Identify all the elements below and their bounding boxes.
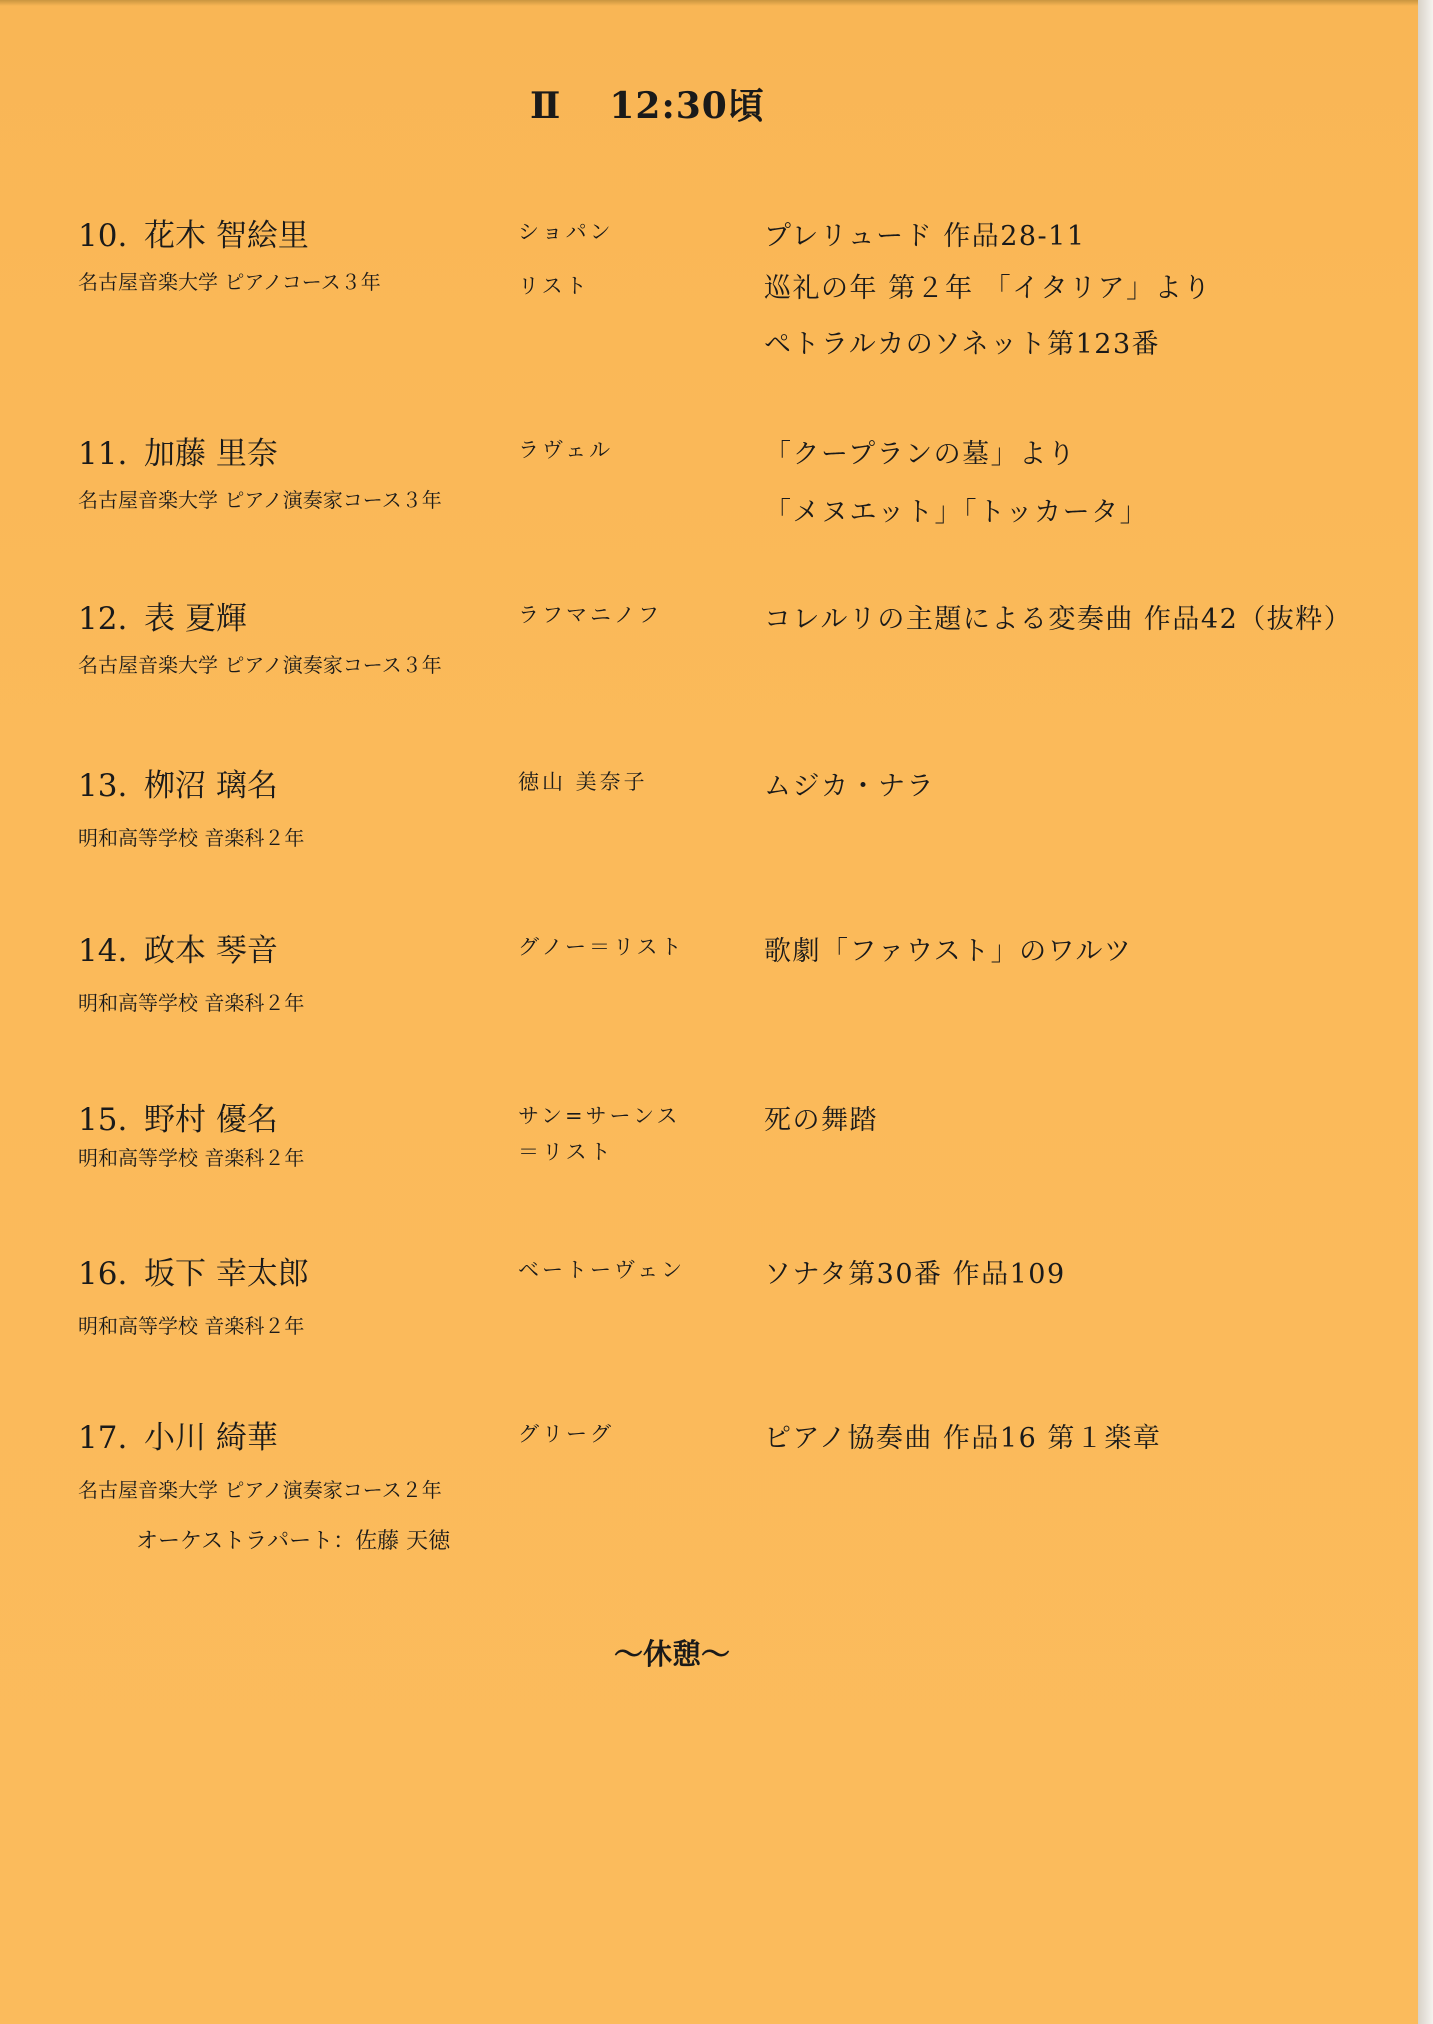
- performer-name: 栁沼 璃名: [144, 768, 278, 804]
- performer-affiliation: 明和高等学校 音楽科２年: [78, 991, 305, 1015]
- performer-name: 坂下 幸太郎: [144, 1256, 309, 1292]
- composer: ラフマニノフ: [518, 603, 662, 627]
- work-title: ピアノ協奏曲 作品16 第１楽章: [764, 1423, 1162, 1454]
- performer-affiliation: 明和高等学校 音楽科２年: [78, 826, 305, 850]
- composer: グリーグ: [518, 1422, 614, 1446]
- section-number: Ⅱ: [530, 85, 562, 127]
- performer: [78, 760, 278, 805]
- page-edge: [1418, 0, 1433, 2024]
- performer: [78, 1248, 309, 1293]
- performer: [78, 1412, 278, 1457]
- composer: リスト: [518, 274, 590, 298]
- performer-name: 加藤 里奈: [144, 436, 278, 472]
- intermission-label: ～休憩～: [614, 1637, 731, 1671]
- performer-name: 野村 優名: [144, 1102, 278, 1138]
- work-title: ムジカ・ナラ: [764, 771, 935, 802]
- section-heading: [530, 78, 765, 129]
- entry-number: 14.: [78, 933, 128, 969]
- performer-name: 花木 智絵里: [144, 218, 309, 254]
- section-time: 12:30頃: [609, 85, 765, 127]
- work-title: 巡礼の年 第２年 「イタリア」より: [764, 273, 1212, 304]
- composer: ラヴェル: [518, 438, 614, 462]
- work-title: 「メヌエット」「トッカータ」: [764, 497, 1149, 528]
- composer: サン=サーンス: [518, 1104, 681, 1128]
- entry-number: 11.: [78, 436, 128, 472]
- performer: [78, 925, 278, 970]
- composer: ショパン: [518, 220, 614, 244]
- entry-number: 17.: [78, 1420, 128, 1456]
- performer-affiliation: 明和高等学校 音楽科２年: [78, 1146, 305, 1170]
- performer: [78, 428, 278, 473]
- composer: 徳山 美奈子: [518, 770, 648, 794]
- entry-number: 15.: [78, 1102, 128, 1138]
- entry-number: 13.: [78, 768, 128, 804]
- performer-affiliation: 名古屋音楽大学 ピアノ演奏家コース３年: [78, 653, 442, 677]
- performer-affiliation: 名古屋音楽大学 ピアノ演奏家コース３年: [78, 488, 442, 512]
- work-title: 「クープランの墓」より: [764, 439, 1077, 470]
- performer-affiliation: 名古屋音楽大学 ピアノ演奏家コース２年: [78, 1478, 442, 1502]
- entry-number: 16.: [78, 1256, 128, 1292]
- composer: ベートーヴェン: [518, 1258, 686, 1282]
- work-title: ペトラルカのソネット第123番: [764, 329, 1161, 360]
- orchestra-part: オーケストラパート：佐藤 天徳: [136, 1529, 451, 1554]
- entry-number: 10.: [78, 218, 128, 254]
- work-title: ソナタ第30番 作品109: [764, 1259, 1066, 1290]
- performer-affiliation: 明和高等学校 音楽科２年: [78, 1314, 305, 1338]
- top-fold-shadow: [0, 0, 1418, 6]
- performer: [78, 1094, 278, 1139]
- work-title: プレリュード 作品28-11: [764, 221, 1086, 252]
- work-title: 歌劇「ファウスト」のワルツ: [764, 936, 1133, 967]
- composer: グノー＝リスト: [518, 935, 685, 959]
- performer-name: 表 夏輝: [144, 601, 247, 637]
- composer: ＝リスト: [518, 1140, 614, 1164]
- entry-number: 12.: [78, 601, 128, 637]
- performer-name: 小川 綺華: [144, 1420, 278, 1456]
- performer: [78, 593, 247, 638]
- work-title: 死の舞踏: [764, 1105, 878, 1136]
- work-title: コレルリの主題による変奏曲 作品42（抜粋）: [764, 604, 1353, 635]
- performer-affiliation: 名古屋音楽大学 ピアノコース３年: [78, 270, 381, 294]
- performer: [78, 210, 309, 255]
- performer-name: 政本 琴音: [144, 933, 278, 969]
